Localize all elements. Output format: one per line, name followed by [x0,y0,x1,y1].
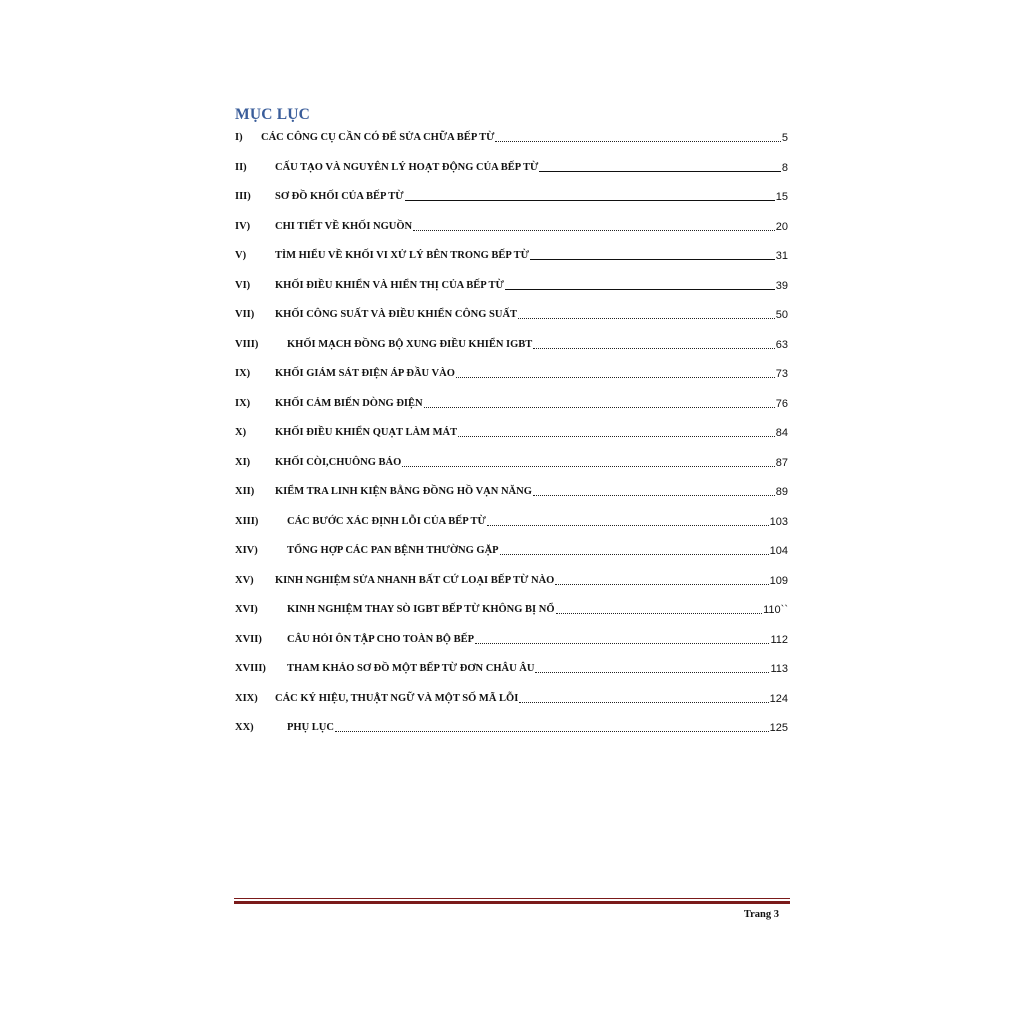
toc-entry-page: 31 [775,250,788,262]
toc-leader [518,318,775,319]
toc-entry-page: 8 [781,162,788,174]
toc-entry-page: 20 [775,221,788,233]
toc-leader [456,377,775,378]
toc-entry-page: 73 [775,368,788,380]
toc-leader [475,643,769,644]
toc-entry-number: IX) [235,398,251,409]
toc-entry[interactable] [235,128,788,144]
toc-entry-title: PHỤ LỤC [287,722,334,733]
footer-rule-thick [234,901,790,904]
toc-entry[interactable] [235,482,788,498]
toc-entry[interactable] [235,335,788,351]
toc-entry-page: 103 [769,516,788,528]
toc-entry-title: KINH NGHIỆM THAY SÒ IGBT BẾP TỪ KHÔNG BỊ NỔ [287,604,555,615]
toc-entry[interactable] [235,630,788,646]
toc-entry-title: THAM KHẢO SƠ ĐỒ MỘT BẾP TỪ ĐƠN CHÂU ÂU [287,663,535,674]
toc-entry[interactable] [235,276,788,292]
toc-entry[interactable] [235,217,788,233]
toc-entry-title: KHỐI ĐIỀU KHIỂN QUẠT LÀM MÁT [275,427,458,438]
toc-entry-page: 5 [781,132,788,144]
toc-entry-number: X) [235,427,247,438]
toc-entry[interactable] [235,600,788,616]
toc-entry-page: 112 [770,634,788,646]
toc-entry-number: I) [235,132,243,143]
toc-leader [402,466,774,467]
toc-entry[interactable] [235,394,788,410]
toc-entry-page: 124 [769,693,788,705]
footer-rule-thin [234,898,790,899]
toc-entry[interactable] [235,718,788,734]
toc-entry-title: KINH NGHIỆM SỬA NHANH BẤT CỨ LOẠI BẾP TỪ NÀO [275,575,555,586]
toc-entry-title: CÂU HỎI ÔN TẬP CHO TOÀN BỘ BẾP [287,634,474,645]
toc-entry-number: XI) [235,457,251,468]
footer-page-number: Trang 3 [743,909,779,920]
toc-entry-number: II) [235,162,247,173]
toc-entry-number: XVI) [235,604,258,615]
toc-entry-title: KIỂM TRA LINH KIỆN BẰNG ĐỒNG HỒ VẠN NĂNG [275,486,532,497]
toc-entry-page: 125 [769,722,788,734]
toc-entry-number: VII) [235,309,255,320]
toc-entry-title: CẤU TẠO VÀ NGUYÊN LÝ HOẠT ĐỘNG CỦA BẾP TỪ [275,162,539,173]
toc-entry-number: XV) [235,575,254,586]
toc-leader [495,141,780,142]
toc-entry-title: CÁC CÔNG CỤ CẦN CÓ ĐỂ SỬA CHỮA BẾP TỪ [261,132,495,143]
toc-entry-title: KHỐI CẢM BIẾN DÒNG ĐIỆN [275,398,423,409]
toc-leader [555,584,768,585]
toc-entry-number: XX) [235,722,254,733]
toc-leader [505,289,775,290]
toc-entry-number: XII) [235,486,255,497]
toc-entry-number: V) [235,250,247,261]
toc-entry-page: 104 [769,545,788,557]
toc-entry[interactable] [235,364,788,380]
toc-entry-title: CHI TIẾT VỀ KHỐI NGUỒN [275,221,413,232]
toc-entry[interactable] [235,158,788,174]
toc-entry[interactable] [235,187,788,203]
toc-entry-title: KHỐI MẠCH ĐỒNG BỘ XUNG ĐIỀU KHIỂN IGBT [287,339,533,350]
toc-entry-page: 50 [775,309,788,321]
toc-entry-number: XIII) [235,516,259,527]
toc-entry-number: VIII) [235,339,259,350]
toc-entry-title: KHỐI CÒI,CHUÔNG BÁO [275,457,402,468]
toc-entry-page: 39 [775,280,788,292]
toc-entry[interactable] [235,305,788,321]
toc-entry-page: 109 [769,575,788,587]
toc-entry-title: KHỐI ĐIỀU KHIỂN VÀ HIỂN THỊ CỦA BẾP TỪ [275,280,504,291]
toc-entry-title: SƠ ĐỒ KHỐI CỦA BẾP TỪ [275,191,404,202]
toc-entry-number: XVII) [235,634,262,645]
toc-leader [556,613,763,614]
toc-entry-title: TỔNG HỢP CÁC PAN BỆNH THƯỜNG GẶP [287,545,499,556]
toc-entry-page: 76 [775,398,788,410]
toc-entry-title: CÁC BƯỚC XÁC ĐỊNH LỖI CỦA BẾP TỪ [287,516,486,527]
toc-entry-title: KHỐI GIÁM SÁT ĐIỆN ÁP ĐẦU VÀO [275,368,455,379]
toc-entry-number: III) [235,191,251,202]
toc-entry[interactable] [235,659,788,675]
toc-entry[interactable] [235,512,788,528]
toc-entry-number: XVIII) [235,663,266,674]
toc-entry-number: IX) [235,368,251,379]
toc-entry-title: KHỐI CÔNG SUẤT VÀ ĐIỀU KHIỂN CÔNG SUẤT [275,309,518,320]
toc-leader [535,672,769,673]
toc-entry[interactable] [235,453,788,469]
toc-leader [519,702,768,703]
toc-leader [500,554,769,555]
toc-leader [539,171,780,172]
toc-leader [530,259,775,260]
toc-leader [413,230,775,231]
toc-entry-title: CÁC KÝ HIỆU, THUẬT NGỮ VÀ MỘT SỐ MÃ LỖI [275,693,519,704]
toc-entry[interactable] [235,423,788,439]
toc-entry-page: 113 [770,663,788,675]
toc-leader [405,200,775,201]
toc-entry-page: 63 [775,339,788,351]
toc-entry[interactable] [235,571,788,587]
toc-leader [533,348,774,349]
toc-entry-number: XIX) [235,693,258,704]
toc-entry[interactable] [235,689,788,705]
toc-entry-number: VI) [235,280,251,291]
toc-entry-page: 87 [775,457,788,469]
toc-entry-page: 84 [775,427,788,439]
toc-leader [335,731,769,732]
toc-leader [487,525,769,526]
toc-leader [458,436,775,437]
toc-leader [424,407,775,408]
toc-heading: MỤC LỤC [235,106,311,123]
toc-entry[interactable] [235,246,788,262]
toc-entry-page: 15 [775,191,788,203]
toc-entry-page: 110`` [763,604,788,616]
toc-entry-number: XIV) [235,545,258,556]
toc-leader [533,495,775,496]
toc-entry-page: 89 [775,486,788,498]
toc-entry-number: IV) [235,221,251,232]
toc-entry[interactable] [235,541,788,557]
toc-entry-title: TÌM HIỂU VỀ KHỐI VI XỬ LÝ BÊN TRONG BẾP TỪ [275,250,529,261]
